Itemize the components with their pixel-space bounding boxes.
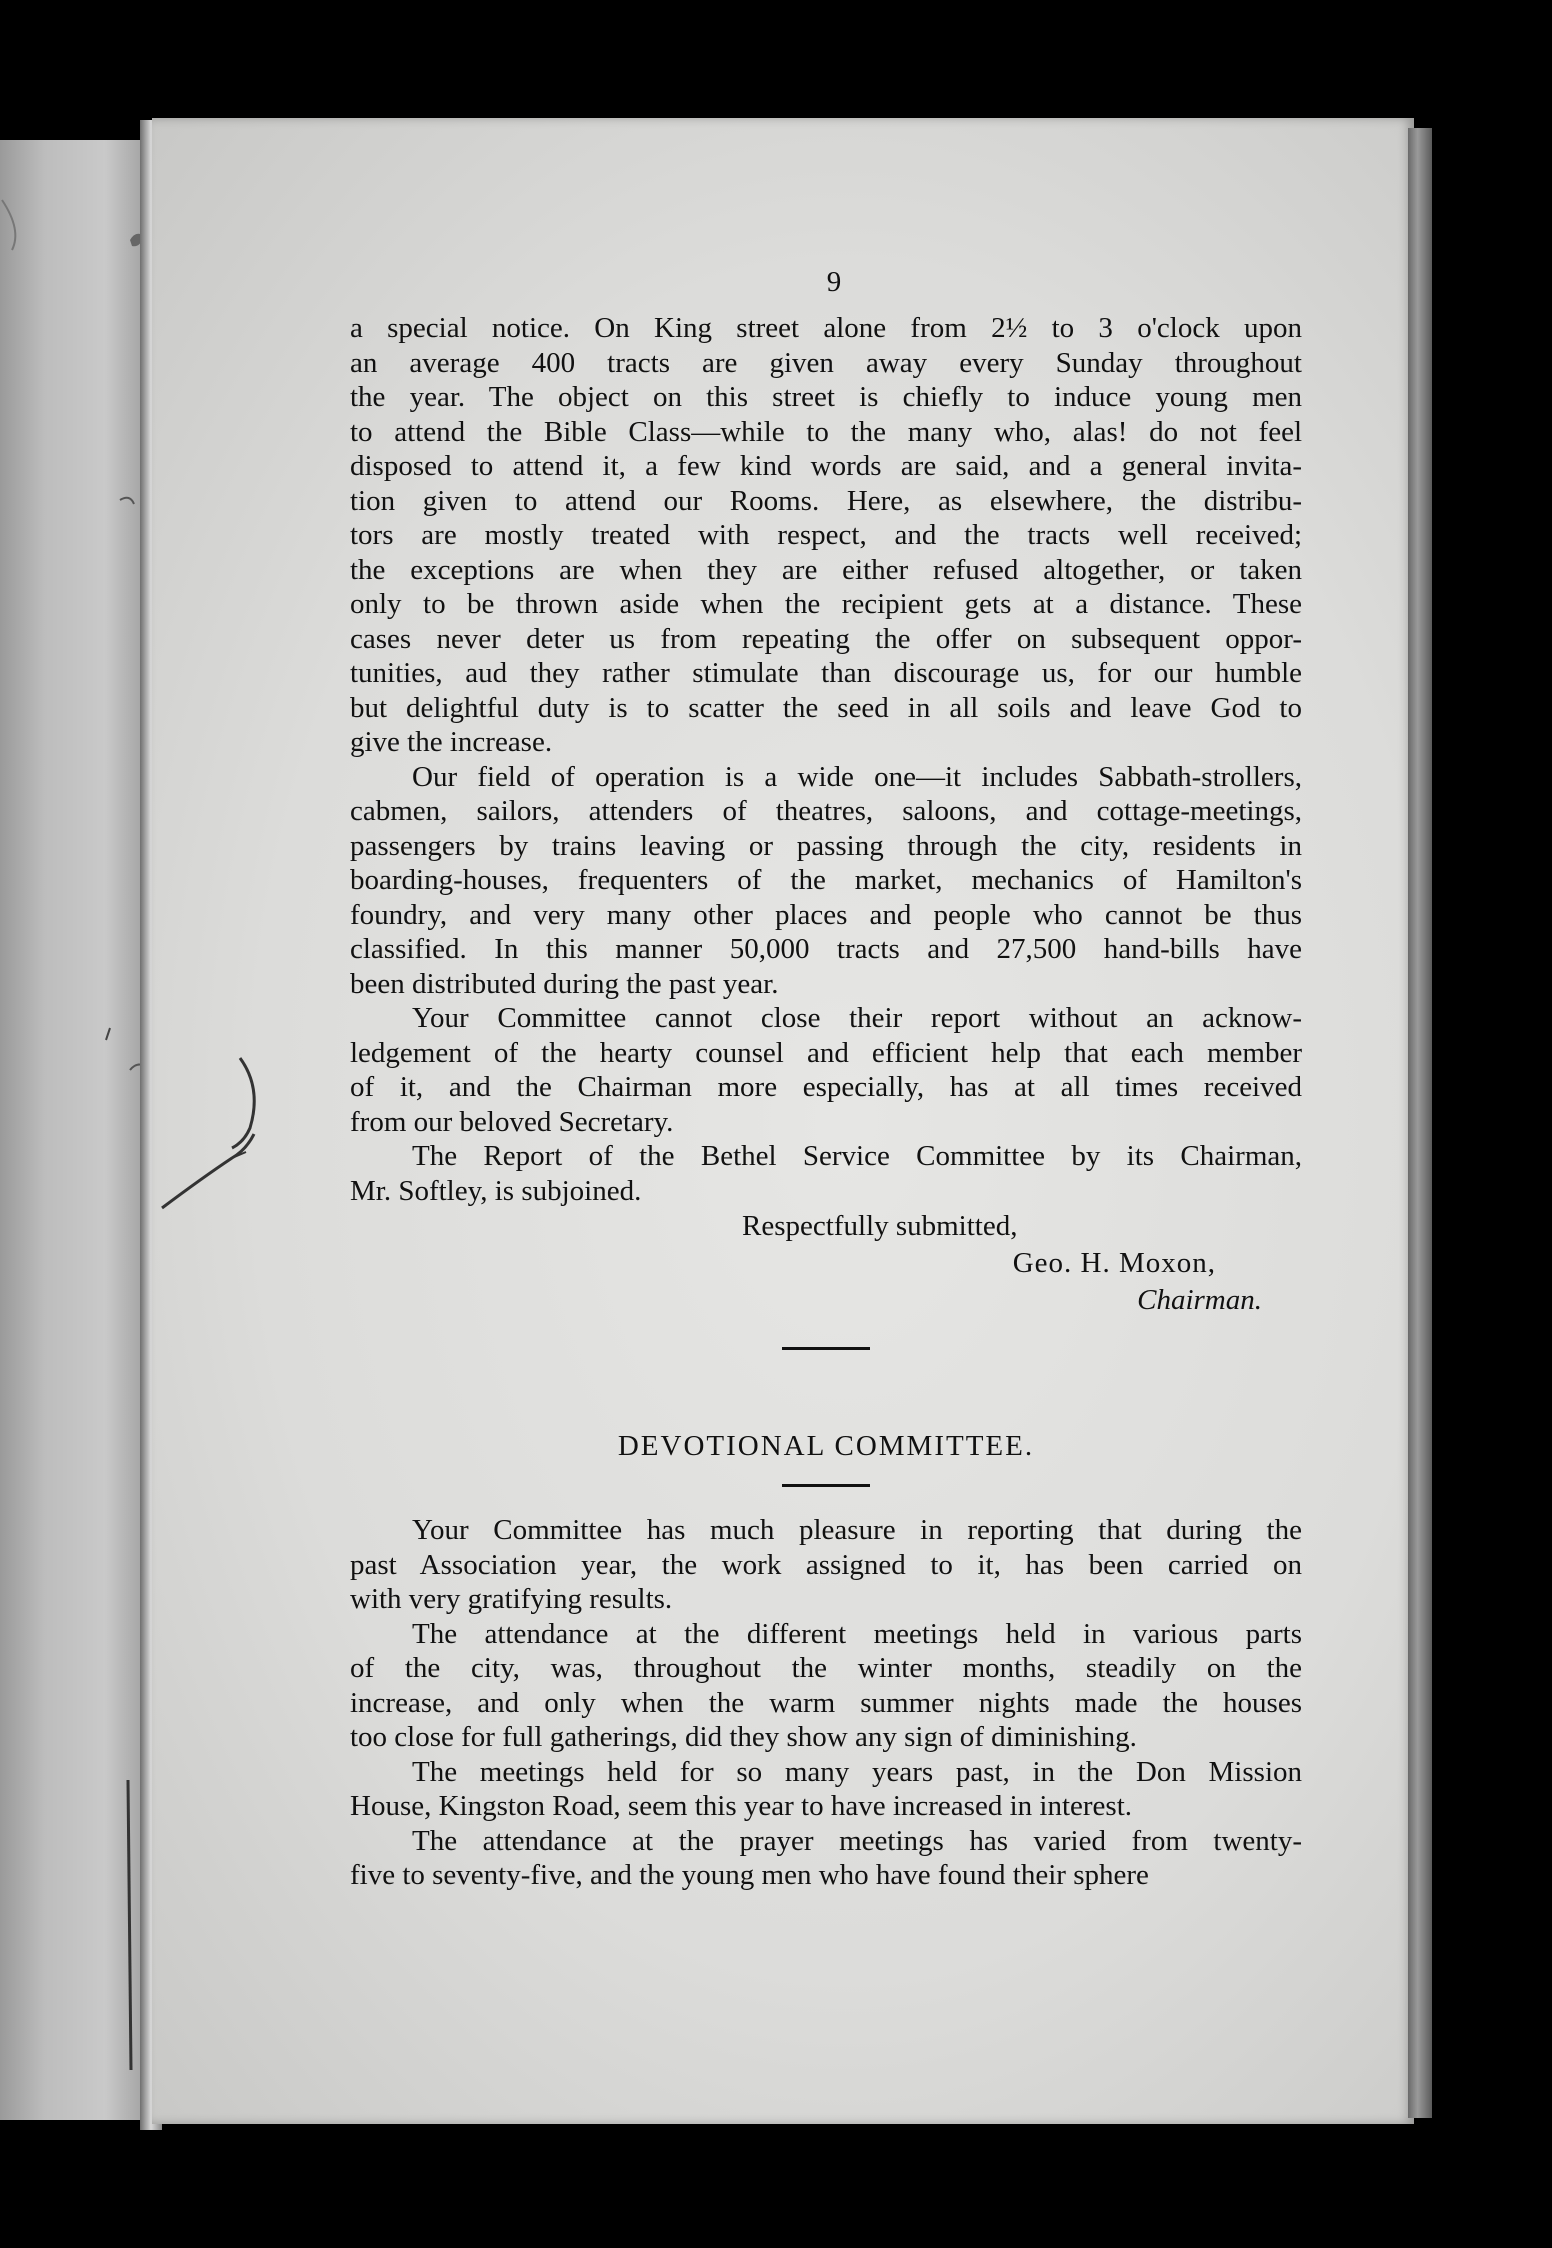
text-line: an average 400 tracts are given away every Sunday throughout	[350, 346, 1302, 379]
text-line: with very gratifying results.	[350, 1583, 673, 1615]
page-number: 9	[826, 266, 842, 298]
text-line: of it, and the Chairman more especially, has at all times received	[350, 1071, 1302, 1103]
text-line: The Report of the Bethel Service Committee by its Chairman,	[412, 1140, 1302, 1172]
text-line: too close for full gatherings, did they show any sign of diminishing.	[350, 1721, 1137, 1753]
text-line: Our field of operation is a wide one—it includes Sabbath-strollers,	[412, 760, 1302, 793]
text-line: tion given to attend our Rooms. Here, as elsewhere, the distribu-	[350, 484, 1302, 517]
text-line: been distributed during the past year.	[350, 967, 779, 1000]
text-line: tunities, aud they rather stimulate than discourage us, for our humble	[350, 657, 1302, 689]
text-line: past Association year, the work assigned to it, has been carried on	[350, 1548, 1302, 1581]
text-line: disposed to attend it, a few kind words are said, and a general invita-	[350, 450, 1302, 482]
signoff-closing: Respectfully submitted,	[742, 1210, 1018, 1242]
text-line: The meetings held for so many years past, in the Don Mission	[412, 1755, 1302, 1788]
section-paragraphs	[350, 1513, 1302, 1893]
paragraph	[350, 1824, 1302, 1893]
paragraph	[350, 760, 1302, 1002]
text-line: of the city, was, throughout the winter months, steadily on the	[350, 1652, 1302, 1684]
text-line: cases never deter us from repeating the offer on subsequent oppor-	[350, 622, 1302, 655]
facing-page	[0, 140, 150, 2120]
text-line: foundry, and very many other places and people who cannot be thus	[350, 898, 1302, 931]
body-paragraphs	[350, 311, 1302, 1208]
text-line: House, Kingston Road, seem this year to have increased in interest.	[350, 1790, 1132, 1822]
text-line: Mr. Softley, is subjoined.	[350, 1174, 642, 1207]
text-line: to attend the Bible Class—while to the many who, alas! do not feel	[350, 415, 1302, 448]
text-line: give the increase.	[350, 726, 553, 758]
page-text	[350, 260, 1302, 1893]
text-line: ledgement of the hearty counsel and efficient help that each member	[350, 1036, 1302, 1069]
text-line: from our beloved Secretary.	[350, 1105, 674, 1138]
text-line: increase, and only when the warm summer nights made the houses	[350, 1686, 1302, 1719]
text-line: tors are mostly treated with respect, and the tracts well received;	[350, 519, 1302, 551]
text-line: passengers by trains leaving or passing through the city, residents in	[350, 829, 1302, 862]
text-line: a special notice. On King street alone from 2½ to 3 o'clock upon	[350, 312, 1302, 344]
text-line: The attendance at the prayer meetings has varied from twenty-	[412, 1824, 1302, 1857]
text-line: Your Committee cannot close their report without an acknow-	[412, 1002, 1302, 1034]
text-line: classified. In this manner 50,000 tracts and 27,500 hand-bills have	[350, 933, 1302, 965]
text-line: five to seventy-five, and the young men who have found their sphere	[350, 1859, 1149, 1891]
signoff-name	[350, 1245, 1302, 1282]
paragraph	[350, 1139, 1302, 1208]
facing-page-marks	[0, 140, 150, 2120]
paragraph	[350, 1617, 1302, 1755]
paragraph	[350, 1001, 1302, 1139]
section-heading: DEVOTIONAL COMMITTEE.	[617, 1430, 1035, 1462]
text-line: The attendance at the different meetings held in various parts	[412, 1617, 1302, 1650]
text-line: the year. The object on this street is chiefly to induce young men	[350, 381, 1302, 413]
section-divider	[782, 1347, 870, 1350]
paragraph	[350, 311, 1302, 760]
page-edge	[1408, 128, 1432, 2118]
paragraph	[350, 1755, 1302, 1824]
text-line: boarding-houses, frequenters of the market, mechanics of Hamilton's	[350, 864, 1302, 896]
text-line: but delightful duty is to scatter the seed in all soils and leave God to	[350, 691, 1302, 724]
paragraph	[350, 1513, 1302, 1617]
pencil-mark	[152, 1048, 292, 1248]
signoff-name-text: Geo. H. Moxon,	[1012, 1247, 1216, 1279]
text-line: cabmen, sailors, attenders of theatres, saloons, and cottage-meetings,	[350, 795, 1302, 827]
text-line: Your Committee has much pleasure in reporting that during the	[412, 1514, 1302, 1546]
signoff-title: Chairman.	[1137, 1284, 1262, 1316]
text-line: only to be thrown aside when the recipient gets at a distance. These	[350, 588, 1302, 620]
text-line: the exceptions are when they are either refused altogether, or taken	[350, 553, 1302, 586]
heading-underline	[782, 1484, 870, 1487]
